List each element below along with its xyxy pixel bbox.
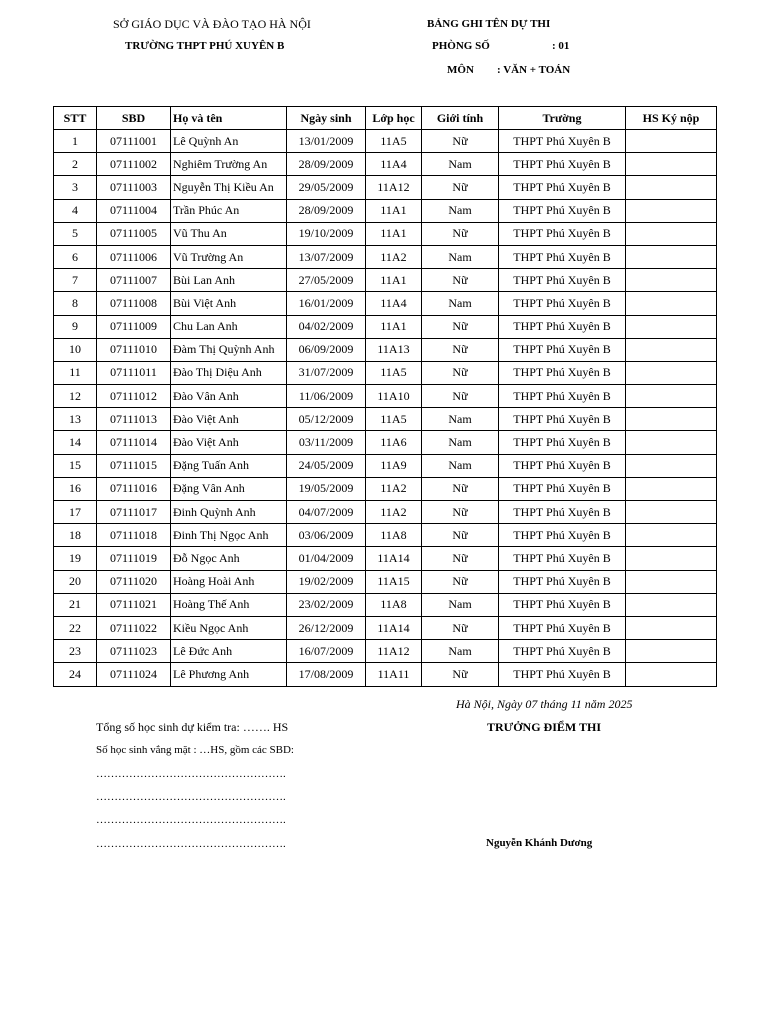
cell-school: THPT Phú Xuyên B	[499, 361, 626, 384]
cell-class: 11A13	[366, 338, 422, 361]
cell-gender: Nam	[422, 199, 499, 222]
dotted-line: …………………………………………….	[96, 791, 286, 803]
cell-gender: Nữ	[422, 477, 499, 500]
table-row	[54, 153, 717, 176]
cell-school: THPT Phú Xuyên B	[499, 176, 626, 199]
cell-gender: Nữ	[422, 524, 499, 547]
cell-signature	[626, 338, 717, 361]
cell-sbd: 07111008	[97, 292, 171, 315]
cell-name: Đinh Quỳnh Anh	[171, 501, 287, 524]
cell-stt: 2	[54, 153, 97, 176]
cell-name: Lê Phương Anh	[171, 663, 287, 686]
cell-birthdate: 06/09/2009	[287, 338, 366, 361]
department-name: SỞ GIÁO DỤC VÀ ĐÀO TẠO HÀ NỘI	[113, 17, 311, 31]
cell-birthdate: 13/01/2009	[287, 130, 366, 153]
cell-birthdate: 04/02/2009	[287, 315, 366, 338]
cell-school: THPT Phú Xuyên B	[499, 593, 626, 616]
cell-school: THPT Phú Xuyên B	[499, 153, 626, 176]
cell-gender: Nam	[422, 408, 499, 431]
cell-birthdate: 19/10/2009	[287, 222, 366, 245]
cell-class: 11A15	[366, 570, 422, 593]
cell-sbd: 07111014	[97, 431, 171, 454]
room-label: PHÒNG SỐ	[432, 40, 490, 52]
cell-gender: Nữ	[422, 616, 499, 639]
dotted-line: …………………………………………….	[96, 814, 286, 826]
column-header-signature: HS Ký nộp	[626, 107, 717, 130]
cell-school: THPT Phú Xuyên B	[499, 269, 626, 292]
table-row	[54, 640, 717, 663]
cell-school: THPT Phú Xuyên B	[499, 570, 626, 593]
column-header-birthdate: Ngày sinh	[287, 107, 366, 130]
cell-stt: 5	[54, 222, 97, 245]
cell-stt: 13	[54, 408, 97, 431]
cell-school: THPT Phú Xuyên B	[499, 640, 626, 663]
cell-class: 11A9	[366, 454, 422, 477]
cell-birthdate: 04/07/2009	[287, 501, 366, 524]
cell-birthdate: 16/01/2009	[287, 292, 366, 315]
cell-sbd: 07111004	[97, 199, 171, 222]
table-row	[54, 292, 717, 315]
cell-stt: 6	[54, 245, 97, 268]
cell-sbd: 07111021	[97, 593, 171, 616]
cell-name: Đào Việt Anh	[171, 431, 287, 454]
table-row	[54, 593, 717, 616]
cell-signature	[626, 524, 717, 547]
cell-sbd: 07111003	[97, 176, 171, 199]
table-row	[54, 663, 717, 686]
cell-signature	[626, 245, 717, 268]
exam-roster-table	[53, 106, 717, 687]
cell-birthdate: 23/02/2009	[287, 593, 366, 616]
school-name: TRƯỜNG THPT PHÚ XUYÊN B	[125, 40, 285, 52]
cell-school: THPT Phú Xuyên B	[499, 199, 626, 222]
cell-name: Bùi Việt Anh	[171, 292, 287, 315]
cell-birthdate: 19/02/2009	[287, 570, 366, 593]
table-row	[54, 269, 717, 292]
cell-school: THPT Phú Xuyên B	[499, 338, 626, 361]
cell-name: Kiều Ngọc Anh	[171, 616, 287, 639]
cell-class: 11A4	[366, 153, 422, 176]
cell-signature	[626, 361, 717, 384]
cell-class: 11A8	[366, 524, 422, 547]
cell-name: Bùi Lan Anh	[171, 269, 287, 292]
cell-gender: Nam	[422, 153, 499, 176]
cell-class: 11A11	[366, 663, 422, 686]
cell-sbd: 07111011	[97, 361, 171, 384]
cell-signature	[626, 570, 717, 593]
cell-school: THPT Phú Xuyên B	[499, 431, 626, 454]
cell-birthdate: 28/09/2009	[287, 199, 366, 222]
cell-class: 11A1	[366, 269, 422, 292]
cell-sbd: 07111006	[97, 245, 171, 268]
cell-stt: 21	[54, 593, 97, 616]
cell-name: Lê Đức Anh	[171, 640, 287, 663]
room-value: : 01	[552, 40, 570, 52]
cell-birthdate: 29/05/2009	[287, 176, 366, 199]
cell-name: Đàm Thị Quỳnh Anh	[171, 338, 287, 361]
cell-gender: Nữ	[422, 222, 499, 245]
cell-signature	[626, 593, 717, 616]
cell-school: THPT Phú Xuyên B	[499, 315, 626, 338]
table-row	[54, 477, 717, 500]
cell-school: THPT Phú Xuyên B	[499, 408, 626, 431]
cell-stt: 14	[54, 431, 97, 454]
cell-birthdate: 28/09/2009	[287, 153, 366, 176]
cell-gender: Nữ	[422, 130, 499, 153]
cell-signature	[626, 130, 717, 153]
cell-gender: Nữ	[422, 501, 499, 524]
cell-school: THPT Phú Xuyên B	[499, 501, 626, 524]
cell-gender: Nữ	[422, 269, 499, 292]
cell-stt: 17	[54, 501, 97, 524]
cell-class: 11A1	[366, 315, 422, 338]
cell-signature	[626, 547, 717, 570]
cell-gender: Nam	[422, 292, 499, 315]
table-row	[54, 222, 717, 245]
cell-signature	[626, 640, 717, 663]
cell-school: THPT Phú Xuyên B	[499, 130, 626, 153]
cell-class: 11A6	[366, 431, 422, 454]
table-row	[54, 176, 717, 199]
cell-birthdate: 03/11/2009	[287, 431, 366, 454]
cell-stt: 19	[54, 547, 97, 570]
cell-class: 11A12	[366, 176, 422, 199]
cell-gender: Nữ	[422, 385, 499, 408]
cell-class: 11A2	[366, 245, 422, 268]
cell-signature	[626, 431, 717, 454]
cell-sbd: 07111007	[97, 269, 171, 292]
cell-signature	[626, 269, 717, 292]
table-row	[54, 315, 717, 338]
cell-stt: 1	[54, 130, 97, 153]
cell-signature	[626, 292, 717, 315]
dotted-line: …………………………………………….	[96, 768, 286, 780]
cell-gender: Nữ	[422, 361, 499, 384]
cell-signature	[626, 454, 717, 477]
signer-name: Nguyễn Khánh Dương	[486, 837, 593, 849]
cell-name: Vũ Thu An	[171, 222, 287, 245]
cell-stt: 12	[54, 385, 97, 408]
column-header-class: Lớp học	[366, 107, 422, 130]
cell-class: 11A5	[366, 408, 422, 431]
table-row	[54, 547, 717, 570]
cell-stt: 24	[54, 663, 97, 686]
cell-sbd: 07111002	[97, 153, 171, 176]
cell-birthdate: 05/12/2009	[287, 408, 366, 431]
cell-gender: Nữ	[422, 315, 499, 338]
cell-birthdate: 26/12/2009	[287, 616, 366, 639]
cell-gender: Nam	[422, 431, 499, 454]
subject-label: MÔN	[447, 64, 474, 76]
column-header-sbd: SBD	[97, 107, 171, 130]
date-line: Hà Nội, Ngày 07 tháng 11 năm 2025	[456, 697, 633, 711]
document-title: BẢNG GHI TÊN DỰ THI	[427, 18, 551, 30]
cell-birthdate: 13/07/2009	[287, 245, 366, 268]
cell-sbd: 07111001	[97, 130, 171, 153]
cell-stt: 8	[54, 292, 97, 315]
cell-signature	[626, 199, 717, 222]
cell-name: Hoàng Hoài Anh	[171, 570, 287, 593]
signer-title: TRƯỞNG ĐIỂM THI	[487, 720, 602, 734]
cell-class: 11A12	[366, 640, 422, 663]
cell-signature	[626, 176, 717, 199]
cell-class: 11A2	[366, 477, 422, 500]
cell-gender: Nữ	[422, 570, 499, 593]
cell-sbd: 07111010	[97, 338, 171, 361]
cell-school: THPT Phú Xuyên B	[499, 292, 626, 315]
cell-class: 11A4	[366, 292, 422, 315]
table-row	[54, 454, 717, 477]
cell-gender: Nam	[422, 245, 499, 268]
cell-stt: 18	[54, 524, 97, 547]
table-body	[54, 130, 717, 687]
cell-stt: 9	[54, 315, 97, 338]
cell-sbd: 07111013	[97, 408, 171, 431]
cell-sbd: 07111024	[97, 663, 171, 686]
table-row	[54, 199, 717, 222]
cell-birthdate: 11/06/2009	[287, 385, 366, 408]
cell-stt: 10	[54, 338, 97, 361]
table-row	[54, 408, 717, 431]
cell-signature	[626, 315, 717, 338]
cell-signature	[626, 385, 717, 408]
cell-name: Vũ Trường An	[171, 245, 287, 268]
column-header-gender: Giới tính	[422, 107, 499, 130]
cell-signature	[626, 501, 717, 524]
cell-signature	[626, 616, 717, 639]
cell-birthdate: 17/08/2009	[287, 663, 366, 686]
table-row	[54, 130, 717, 153]
cell-signature	[626, 153, 717, 176]
cell-birthdate: 24/05/2009	[287, 454, 366, 477]
cell-stt: 3	[54, 176, 97, 199]
cell-signature	[626, 408, 717, 431]
cell-name: Đào Việt Anh	[171, 408, 287, 431]
cell-school: THPT Phú Xuyên B	[499, 222, 626, 245]
cell-class: 11A5	[366, 361, 422, 384]
cell-name: Nguyễn Thị Kiều An	[171, 176, 287, 199]
cell-sbd: 07111009	[97, 315, 171, 338]
cell-birthdate: 03/06/2009	[287, 524, 366, 547]
cell-school: THPT Phú Xuyên B	[499, 616, 626, 639]
table-header-row	[54, 107, 717, 130]
cell-sbd: 07111019	[97, 547, 171, 570]
cell-birthdate: 01/04/2009	[287, 547, 366, 570]
cell-birthdate: 16/07/2009	[287, 640, 366, 663]
cell-name: Nghiêm Trường An	[171, 153, 287, 176]
cell-class: 11A1	[366, 222, 422, 245]
cell-name: Đỗ Ngọc Anh	[171, 547, 287, 570]
cell-name: Đặng Tuấn Anh	[171, 454, 287, 477]
cell-gender: Nữ	[422, 176, 499, 199]
cell-birthdate: 31/07/2009	[287, 361, 366, 384]
cell-name: Đặng Vân Anh	[171, 477, 287, 500]
cell-school: THPT Phú Xuyên B	[499, 477, 626, 500]
absent-students-line: Số học sinh vắng mặt : …HS, gồm các SBD:	[96, 744, 294, 756]
cell-birthdate: 19/05/2009	[287, 477, 366, 500]
cell-stt: 20	[54, 570, 97, 593]
cell-gender: Nam	[422, 640, 499, 663]
total-students-line: Tổng số học sinh dự kiểm tra: ……. HS	[96, 720, 289, 734]
cell-stt: 4	[54, 199, 97, 222]
cell-stt: 16	[54, 477, 97, 500]
cell-sbd: 07111020	[97, 570, 171, 593]
cell-gender: Nữ	[422, 338, 499, 361]
cell-name: Đinh Thị Ngọc Anh	[171, 524, 287, 547]
cell-signature	[626, 222, 717, 245]
cell-sbd: 07111023	[97, 640, 171, 663]
cell-signature	[626, 663, 717, 686]
cell-birthdate: 27/05/2009	[287, 269, 366, 292]
cell-sbd: 07111017	[97, 501, 171, 524]
cell-sbd: 07111005	[97, 222, 171, 245]
column-header-stt: STT	[54, 107, 97, 130]
table-row	[54, 501, 717, 524]
cell-class: 11A1	[366, 199, 422, 222]
table-row	[54, 524, 717, 547]
cell-gender: Nam	[422, 593, 499, 616]
cell-stt: 22	[54, 616, 97, 639]
cell-sbd: 07111012	[97, 385, 171, 408]
table-row	[54, 338, 717, 361]
cell-gender: Nữ	[422, 547, 499, 570]
cell-signature	[626, 477, 717, 500]
cell-stt: 11	[54, 361, 97, 384]
cell-class: 11A8	[366, 593, 422, 616]
table-row	[54, 431, 717, 454]
cell-class: 11A5	[366, 130, 422, 153]
table-row	[54, 570, 717, 593]
table-row	[54, 245, 717, 268]
table-row	[54, 616, 717, 639]
cell-gender: Nữ	[422, 663, 499, 686]
cell-stt: 7	[54, 269, 97, 292]
table-row	[54, 361, 717, 384]
column-header-name: Họ và tên	[171, 107, 287, 130]
cell-stt: 15	[54, 454, 97, 477]
cell-class: 11A2	[366, 501, 422, 524]
cell-name: Chu Lan Anh	[171, 315, 287, 338]
cell-name: Đào Thị Diệu Anh	[171, 361, 287, 384]
cell-name: Đào Vân Anh	[171, 385, 287, 408]
cell-name: Hoàng Thế Anh	[171, 593, 287, 616]
dotted-line: …………………………………………….	[96, 838, 286, 850]
cell-school: THPT Phú Xuyên B	[499, 385, 626, 408]
subject-value: : VĂN + TOÁN	[497, 64, 571, 76]
cell-school: THPT Phú Xuyên B	[499, 524, 626, 547]
cell-stt: 23	[54, 640, 97, 663]
cell-class: 11A10	[366, 385, 422, 408]
cell-class: 11A14	[366, 547, 422, 570]
cell-name: Trần Phúc An	[171, 199, 287, 222]
cell-name: Lê Quỳnh An	[171, 130, 287, 153]
cell-sbd: 07111022	[97, 616, 171, 639]
cell-sbd: 07111018	[97, 524, 171, 547]
cell-sbd: 07111015	[97, 454, 171, 477]
cell-school: THPT Phú Xuyên B	[499, 663, 626, 686]
cell-school: THPT Phú Xuyên B	[499, 454, 626, 477]
cell-gender: Nam	[422, 454, 499, 477]
table-row	[54, 385, 717, 408]
column-header-school: Trường	[499, 107, 626, 130]
cell-class: 11A14	[366, 616, 422, 639]
cell-school: THPT Phú Xuyên B	[499, 245, 626, 268]
cell-sbd: 07111016	[97, 477, 171, 500]
cell-school: THPT Phú Xuyên B	[499, 547, 626, 570]
